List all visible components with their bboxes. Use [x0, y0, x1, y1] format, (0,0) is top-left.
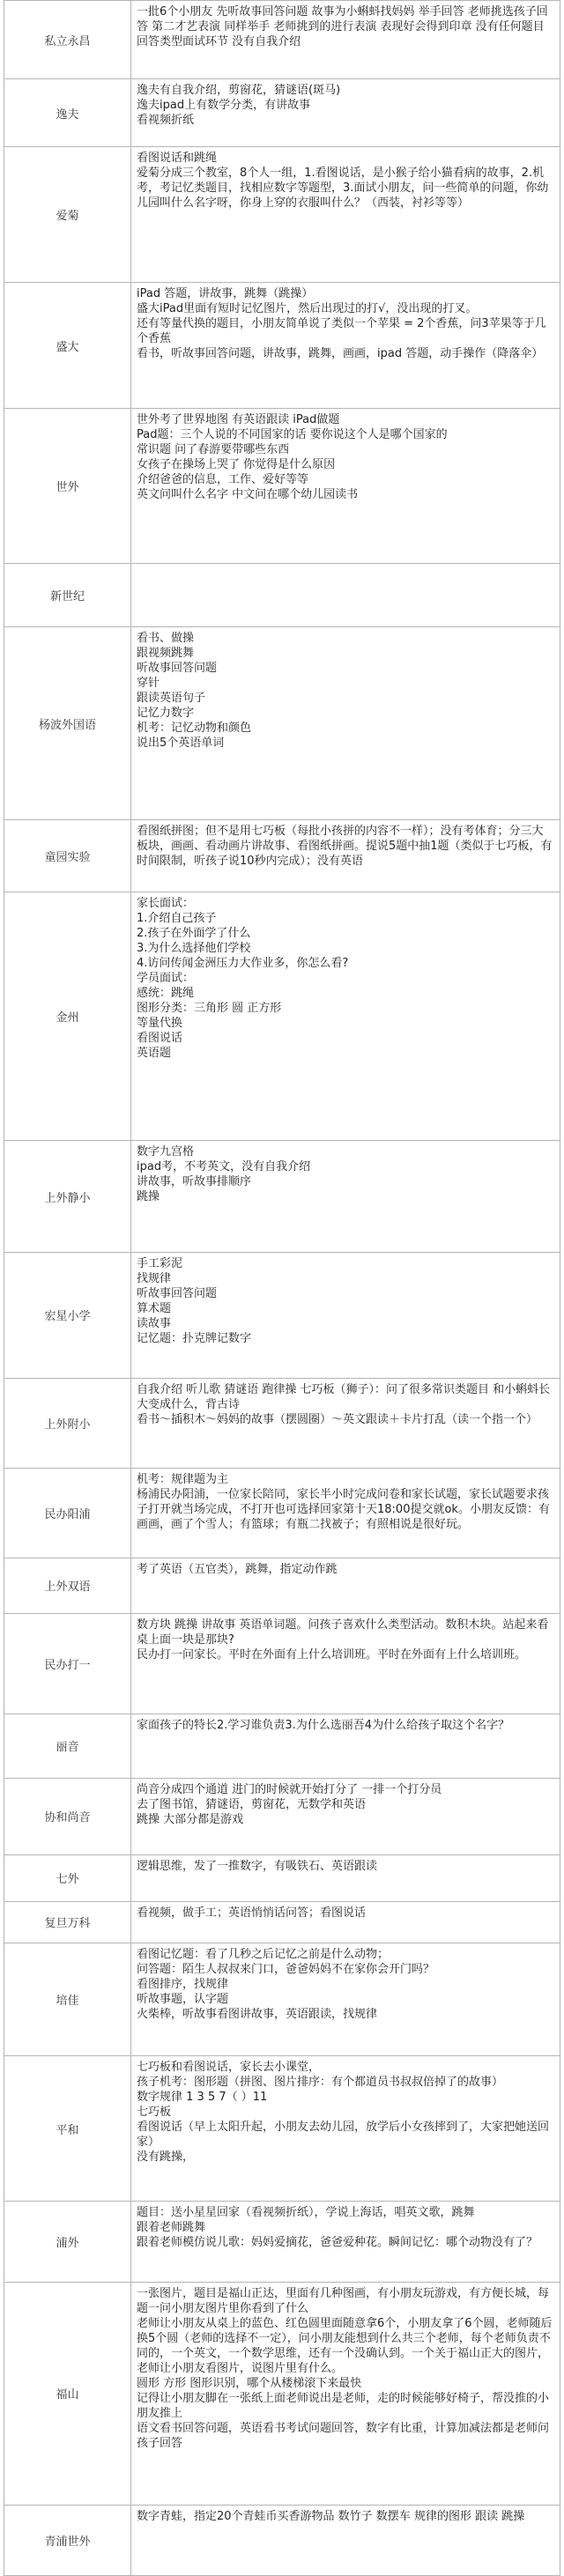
- note-line: 圆形 方形 图形识别，哪个从楼梯滚下来最快: [137, 2376, 362, 2390]
- interview-notes-cell: [131, 1379, 560, 1469]
- note-line: 找规律: [137, 1271, 172, 1285]
- school-name-cell: 金州: [4, 892, 131, 1141]
- table-row: [4, 1854, 560, 1901]
- note-line: 看书、做操: [137, 632, 195, 646]
- note-line: 图形分类：三角形 圆 正方形: [137, 1001, 282, 1015]
- note-line: 说出5个英语单词: [137, 737, 225, 751]
- note-line: 一张图片，题目是福山正达，里面有几种图画，有小朋友玩游戏，有方便长城，每题一问小朋友图片里你看到了什么: [137, 2286, 550, 2315]
- school-name-cell: 上外双语: [4, 1558, 131, 1613]
- note-line: 家面孩子的特长2.学习谁负责3.为什么选丽吾4为什么给孩子取这个名字？: [137, 1718, 510, 1732]
- school-name-cell: 新世纪: [4, 563, 131, 626]
- note-line: 看图说话（早上太阳升起，小朋友去幼儿园，放学后小女孩摔到了，大家把她送回家）: [137, 2121, 550, 2150]
- note-line: ipad考，不考英文，没有自我介绍: [137, 1160, 311, 1174]
- note-line: 看图排序，找规律: [137, 1978, 229, 1992]
- interview-notes-cell: [131, 563, 560, 626]
- table-row: [4, 1252, 560, 1378]
- note-line: 世外考了世界地图 有英语跟读 iPad做题: [137, 413, 340, 427]
- note-line: 孩子机考：图形题（拼图、图片排序：有个都道员书叔叔倍掉了的故事）: [137, 2076, 504, 2090]
- note-line: 读故事: [137, 1316, 172, 1330]
- table-row: [4, 2056, 560, 2202]
- interview-notes-cell: [131, 1252, 560, 1378]
- table-row: [4, 1901, 560, 1943]
- interview-notes-cell: [131, 1614, 560, 1714]
- school-name-cell: 丽音: [4, 1714, 131, 1779]
- note-line: 还有等量代换的题目，小朋友简单说了类似一个苹果 = 2个香蕉，问3苹果等于几个香蕉: [137, 317, 546, 346]
- note-line: 爱菊分成三个教室，8个人一组，1.看图说话，是小猴子给小猫看病的故事，2.机考，考记忆类题目，找相应数字等题型，3.面试小朋友，问一些简单的问题，你幼儿园叫什么名字呀，你身上穿的衣服叫什么？（西装，衬衫等等）: [137, 167, 549, 211]
- school-name-cell: 杨波外国语: [4, 627, 131, 820]
- school-name-cell: 平和: [4, 2056, 131, 2202]
- table-row: [4, 1779, 560, 1854]
- note-line: 手工彩泥: [137, 1256, 183, 1270]
- note-line: 没有跳操，: [137, 2150, 195, 2165]
- table-row: [4, 147, 560, 283]
- interview-notes-cell: [131, 79, 560, 147]
- school-name-cell: 协和尚音: [4, 1779, 131, 1854]
- note-line: 看书，听故事回答问题，讲故事，跳舞，画画，ipad 答题，动手操作（降落伞）: [137, 347, 544, 361]
- table-row: [4, 79, 560, 147]
- note-line: 数字规律 1 3 5 7（ ）11: [137, 2091, 268, 2105]
- school-name-cell: 民办打一: [4, 1614, 131, 1714]
- table-row: [4, 1558, 560, 1613]
- note-line: 穿针: [137, 677, 160, 691]
- note-line: 自我介绍 听儿歌 猜谜语 跑律操 七巧板（狮子）：问了很多常识类题目 和小蝌蚪长大变成什么，背古诗: [137, 1383, 551, 1411]
- note-line: 逸夫ipad上有数学分类，有讲故事: [137, 99, 311, 113]
- school-name-cell: 青浦世外: [4, 2505, 131, 2575]
- note-line: 跟读英语句子: [137, 692, 206, 706]
- note-line: 看书～插积木～妈妈的故事（摆圆圈）～英文跟读＋卡片打乱（读一个指一个）: [137, 1413, 538, 1426]
- note-line: 语文看书回答问题，英语看书考试问题回答，数字有比重，计算加减法都是老师问孩子回答: [137, 2421, 550, 2450]
- note-line: 英文问叫什么名字 中文问在哪个幼儿园读书: [137, 488, 359, 502]
- school-name-cell: 世外: [4, 409, 131, 564]
- table-row: [4, 2505, 560, 2575]
- table-row: [4, 1943, 560, 2056]
- interview-notes-cell: [131, 2056, 560, 2202]
- note-line: 4.访问传闻金洲压力大作业多，你怎么看?: [137, 956, 349, 970]
- note-line: 看图纸拼图；但不是用七巧板（每批小孩拼的内容不一样）；没有考体育；分三大板块，画画、看动画片讲故事、看图纸拼画。提说5题中抽1题（类似于七巧板，有时间限制，听孩子说10秒内完成）；没有英语: [137, 825, 553, 869]
- note-line: 杨浦民办阳浦，一位家长陪同，家长半小时完成问卷和家长试题，家长试题要求孩子打开就当场完成，不打开也可选择回家第十天18:00提交就ok。小朋友反馈：有画画，画了个雪人；有篮球；有瓶二找被子；有照相说是很好玩。: [137, 1487, 550, 1531]
- table-row: [4, 1141, 560, 1252]
- note-line: 数字青蛙，指定20个青蛙币买香游物品 数竹子 数摆车 规律的图形 跟读 跳操: [137, 2509, 525, 2523]
- school-name-cell: 复旦万科: [4, 1901, 131, 1943]
- note-line: 跟着老师跳舞: [137, 2221, 206, 2235]
- school-name-cell: 童园实验: [4, 820, 131, 892]
- school-name-cell: 浦外: [4, 2202, 131, 2283]
- note-line: 逸夫有自我介绍，剪窗花，猜谜语(斑马): [137, 84, 341, 98]
- note-line: 等量代换: [137, 1016, 183, 1030]
- note-line: 算术题: [137, 1301, 172, 1315]
- note-line: 老师让小朋友从桌上的蓝色、红色圆里面随意拿6个，小朋友拿了6个圆，老师随后换5个圆（老师的选择不一定），问小朋友能想到什么共三个老师，每个老师负责不同的，一个英文，一个数学思维，还有一个没确认到。一个关于福山正大的图片，老师让小朋友看图片，说图片里有什么。: [137, 2316, 553, 2375]
- school-name-cell: 福山: [4, 2282, 131, 2505]
- interview-notes-cell: [131, 820, 560, 892]
- table-row: [4, 409, 560, 564]
- school-name-cell: 七外: [4, 1854, 131, 1901]
- interview-notes-cell: [131, 1141, 560, 1252]
- interview-notes-cell: [131, 1854, 560, 1901]
- school-name-cell: 爱菊: [4, 147, 131, 283]
- interview-notes-cell: [131, 2505, 560, 2575]
- school-name-cell: 宏星小学: [4, 1252, 131, 1378]
- note-line: 讲故事，听故事排顺序: [137, 1175, 252, 1189]
- note-line: 听故事题，认字题: [137, 1993, 229, 2007]
- interview-notes-cell: [131, 627, 560, 820]
- note-line: 七巧板和看图说话，家长去小课堂，: [137, 2061, 321, 2075]
- note-line: 看图记忆题：看了几秒之后记忆之前是什么动物；: [137, 1948, 390, 1962]
- note-line: 考了英语（五官类），跳舞，指定动作跳: [137, 1562, 338, 1576]
- note-line: 问答题：陌生人叔叔来门口，爸爸妈妈不在家你会开门吗？: [137, 1963, 435, 1977]
- interview-notes-cell: [131, 1901, 560, 1943]
- note-line: 英语题: [137, 1046, 172, 1060]
- interview-notes-cell: [131, 2202, 560, 2283]
- note-line: 1.介绍自己孩子: [137, 911, 217, 925]
- school-name-cell: 上外附小: [4, 1379, 131, 1469]
- interview-notes-cell: [131, 283, 560, 409]
- note-line: 七巧板: [137, 2106, 172, 2120]
- note-line: 民办打一问家长。平时在外面有上什么培训班。平时在外面有上什么培训班。: [137, 1648, 527, 1662]
- table-row: [4, 1, 560, 79]
- table-row: [4, 820, 560, 892]
- note-line: Pad题：三个人说的不同国家的话 要你说这个人是哪个国家的: [137, 428, 448, 442]
- note-line: 尚音分成四个通道 进门的时候就开始打分了 一排一个打分员: [137, 1783, 442, 1797]
- school-name-cell: 民办阳浦: [4, 1468, 131, 1558]
- note-line: 学员面试：: [137, 971, 195, 985]
- note-line: 家长面试：: [137, 896, 195, 910]
- note-line: 跳操 大部分都是游戏: [137, 1813, 244, 1827]
- table-row: [4, 2202, 560, 2283]
- table-row: [4, 283, 560, 409]
- note-line: 看图说话和跳绳: [137, 152, 218, 166]
- note-line: 数方块 跳操 讲故事 英语单词题。问孩子喜欢什么类型活动。数积木块。站起来看桌上面一块是那块?: [137, 1618, 549, 1647]
- interview-notes-cell: [131, 1468, 560, 1558]
- note-line: 盛大iPad里面有短时记忆图片，然后出现过的打√，没出现的打叉。: [137, 302, 478, 316]
- school-name-cell: 私立永昌: [4, 1, 131, 79]
- note-line: 去了图书馆，猜谜语，剪窗花，无数学和英语: [137, 1798, 367, 1812]
- note-line: 3.为什么选择他们学校: [137, 941, 251, 955]
- note-line: 记忆题：扑克牌记数字: [137, 1331, 252, 1345]
- note-line: 跟视频跳舞: [137, 647, 195, 661]
- note-line: iPad 答题，讲故事，跳舞（跳操）: [137, 287, 314, 301]
- school-name-cell: 上外静小: [4, 1141, 131, 1252]
- school-interview-table: [4, 0, 560, 2576]
- table-row: [4, 1379, 560, 1469]
- interview-notes-cell: [131, 409, 560, 564]
- note-line: 记得让小朋友脚在一张纸上面老师说出是老师，走的时候能够好椅子，帮没推的小朋友推上: [137, 2391, 550, 2420]
- note-line: 看视频，做手工；英语悄悄话问答；看图说话: [137, 1906, 367, 1920]
- school-name-cell: 培佳: [4, 1943, 131, 2056]
- note-line: 一批6个小朋友 先听故事回答问题 故事为小蝌蚪找妈妈 举手回答 老师挑选孩子回答 第二才艺表演 同样举手 老师挑到的进行表演 表现好会得到印章 没有任何题目回答类型面试环节 没有自我介绍: [137, 5, 548, 48]
- school-name-cell: 逸夫: [4, 79, 131, 147]
- interview-notes-cell: [131, 1714, 560, 1779]
- interview-notes-cell: [131, 1943, 560, 2056]
- note-line: 题目：送小星星回家（看视频折纸），学说上海话，唱英文歌，跳舞: [137, 2206, 475, 2220]
- table-row: [4, 2282, 560, 2505]
- note-line: 数字九宫格: [137, 1145, 195, 1159]
- note-line: 跳操: [137, 1190, 160, 1204]
- table-body: [4, 1, 560, 2576]
- table-row: [4, 892, 560, 1141]
- table-row: [4, 1614, 560, 1714]
- note-line: 跟着老师模仿说儿歌：妈妈爱摘花，爸爸爱种花。瞬间记忆：哪个动物没有了？: [137, 2236, 538, 2250]
- interview-notes-cell: [131, 2282, 560, 2505]
- note-line: 介绍爸爸的信息，工作、爱好等等: [137, 473, 309, 487]
- interview-notes-cell: [131, 1558, 560, 1613]
- note-line: 看视频折纸: [137, 114, 195, 128]
- note-line: 感统：跳绳: [137, 986, 195, 1000]
- interview-notes-cell: [131, 1779, 560, 1854]
- note-line: 火柴棒，听故事看图讲故事，英语跟读，找规律: [137, 2008, 378, 2022]
- note-line: 逻辑思维，发了一推数字，有吸铁石、英语跟读: [137, 1859, 378, 1873]
- table-row: [4, 563, 560, 626]
- table-row: [4, 1714, 560, 1779]
- table-row: [4, 1468, 560, 1558]
- note-line: 机考：记忆动物和颜色: [137, 722, 252, 736]
- note-line: 常识题 问了春游要带哪些东西: [137, 443, 290, 457]
- table-row: [4, 627, 560, 820]
- note-line: 女孩子在操场上哭了 你觉得是什么原因: [137, 458, 336, 472]
- school-name-cell: 盛大: [4, 283, 131, 409]
- interview-notes-cell: [131, 147, 560, 283]
- note-line: 记忆力数字: [137, 707, 195, 721]
- interview-notes-cell: [131, 892, 560, 1141]
- note-line: 机考：规律题为主: [137, 1472, 229, 1486]
- note-line: 2.孩子在外面学了什么: [137, 926, 251, 940]
- note-line: 听故事回答问题: [137, 662, 218, 676]
- note-line: 听故事回答问题: [137, 1286, 218, 1300]
- interview-notes-cell: [131, 1, 560, 79]
- note-line: 看图说话: [137, 1031, 183, 1045]
